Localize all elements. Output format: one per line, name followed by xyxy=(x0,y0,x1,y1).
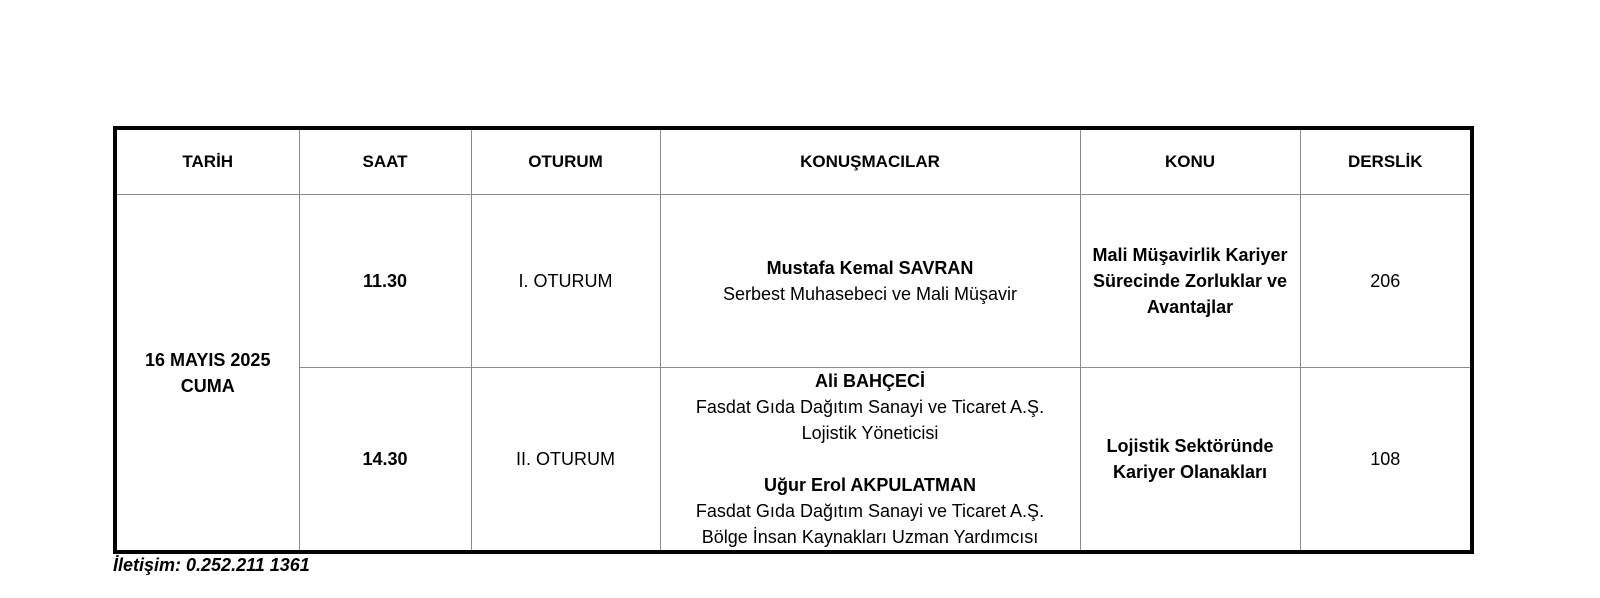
speaker-title: Bölge İnsan Kaynakları Uzman Yardımcısı xyxy=(701,527,1039,547)
speaker-name: Uğur Erol AKPULATMAN xyxy=(764,475,976,495)
topic-line: Mali Müşavirlik Kariyer xyxy=(1092,245,1288,265)
speaker-title: Serbest Muhasebeci ve Mali Müşavir xyxy=(722,284,1018,304)
topic-line: Kariyer Olanakları xyxy=(1112,462,1268,482)
classroom-cell: 206 xyxy=(1300,195,1472,368)
topic-cell xyxy=(1080,195,1300,368)
date-weekday: CUMA xyxy=(180,375,235,396)
session-time: 14.30 xyxy=(299,368,471,553)
speaker-title: Fasdat Gıda Dağıtım Sanayi ve Ticaret A.Ş. xyxy=(695,397,1045,417)
speaker-name: Mustafa Kemal SAVRAN xyxy=(766,258,974,278)
speakers-cell xyxy=(660,368,1080,553)
header-tarih: TARİH xyxy=(115,128,299,195)
contact-info: İletişim: 0.252.211 1361 xyxy=(113,555,310,575)
schedule-table xyxy=(113,126,1474,554)
header-row xyxy=(115,128,1472,195)
speaker-name: Ali BAHÇECİ xyxy=(814,371,925,391)
topic-cell xyxy=(1080,368,1300,553)
topic-line: Avantajlar xyxy=(1146,297,1234,317)
header-derslik: DERSLİK xyxy=(1300,128,1472,195)
speaker-spacer xyxy=(667,446,1074,472)
speaker-title: Lojistik Yöneticisi xyxy=(801,423,939,443)
session-label: I. OTURUM xyxy=(471,195,660,368)
header-saat: SAAT xyxy=(299,128,471,195)
header-oturum: OTURUM xyxy=(471,128,660,195)
classroom-cell: 108 xyxy=(1300,368,1472,553)
date-day: 16 MAYIS 2025 xyxy=(145,349,271,370)
session-time: 11.30 xyxy=(299,195,471,368)
session-row xyxy=(115,195,1472,368)
speaker-title: Fasdat Gıda Dağıtım Sanayi ve Ticaret A.Ş. xyxy=(695,501,1045,521)
header-konu: KONU xyxy=(1080,128,1300,195)
topic-line: Sürecinde Zorluklar ve xyxy=(1092,271,1288,291)
topic-line: Lojistik Sektöründe xyxy=(1106,436,1274,456)
speakers-cell xyxy=(660,195,1080,368)
date-cell xyxy=(115,195,299,553)
session-label: II. OTURUM xyxy=(471,368,660,553)
header-konusmacilar: KONUŞMACILAR xyxy=(660,128,1080,195)
session-row xyxy=(115,368,1472,553)
